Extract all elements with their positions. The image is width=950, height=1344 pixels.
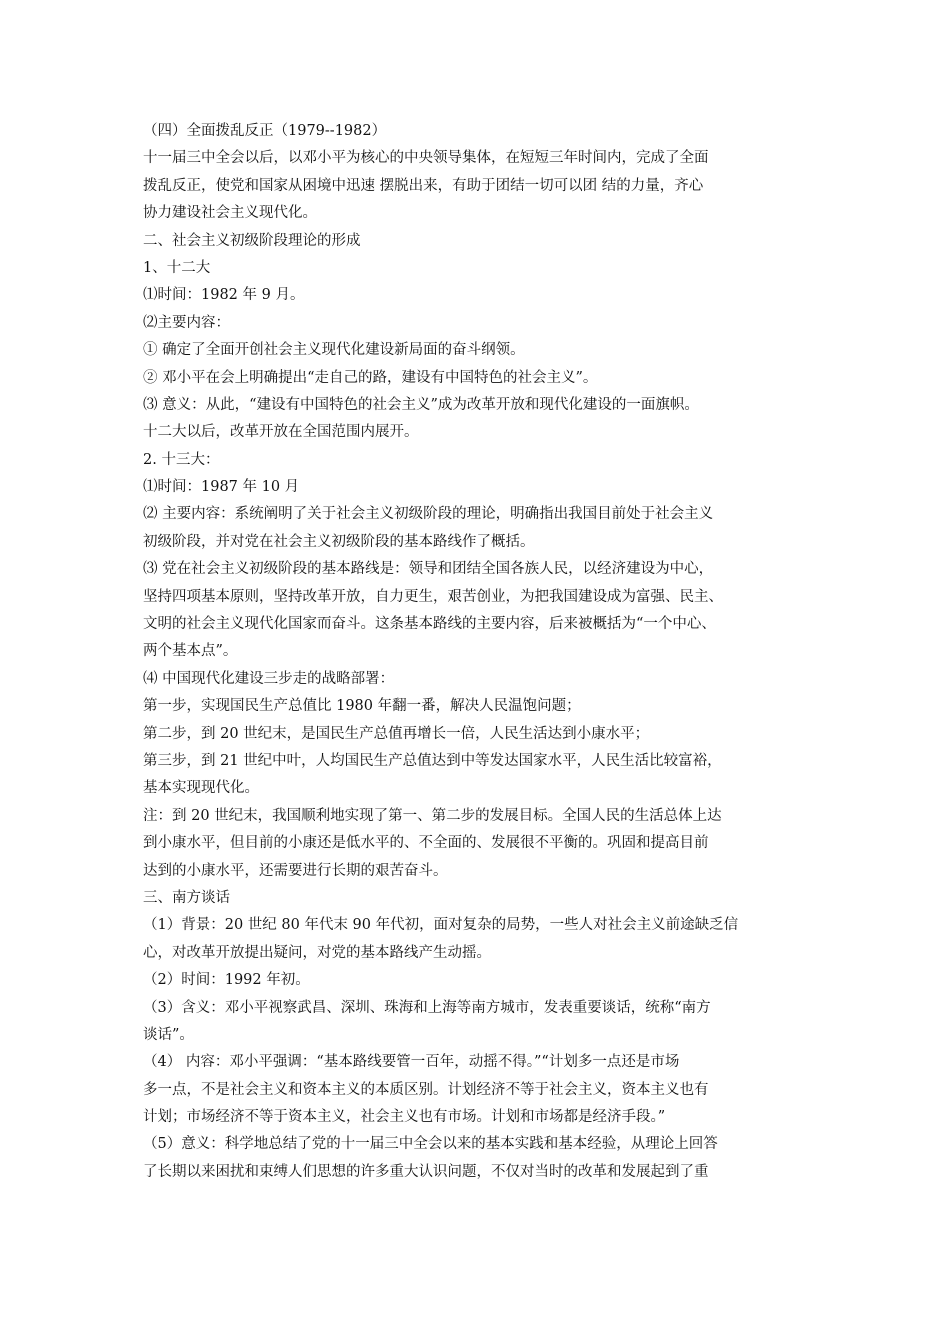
paragraph-line: ① 确定了全面开创社会主义现代化建设新局面的奋斗纲领。	[143, 342, 525, 359]
paragraph-line: 谈话”。	[143, 1026, 194, 1043]
paragraph-line: （4） 内容：邓小平强调：“基本路线要管一百年，动摇不得。”“计划多一点还是市场	[143, 1054, 680, 1071]
paragraph-line: 达到的小康水平，还需要进行长期的艰苦奋斗。	[143, 862, 448, 879]
paragraph-line: 心，对改革开放提出疑问，对党的基本路线产生动摇。	[143, 944, 491, 961]
paragraph-line: 基本实现现代化。	[143, 780, 259, 797]
paragraph-line: 两个基本点”。	[143, 643, 238, 660]
paragraph-line: ⑶ 意义：从此，“建设有中国特色的社会主义”成为改革开放和现代化建设的一面旗帜。	[143, 396, 699, 413]
paragraph-line: 到小康水平，但目前的小康还是低水平的、不全面的、发展很不平衡的。巩固和提高目前	[143, 835, 709, 852]
paragraph-line: 第二步，到 20 世纪末，是国民生产总值再增长一倍，人民生活达到小康水平；	[143, 725, 650, 742]
paragraph-line: 协力建设社会主义现代化。	[143, 205, 317, 222]
section-heading: （四）全面拨乱反正（1979--1982）	[143, 123, 387, 139]
paragraph-line: 注：到 20 世纪末，我国顺利地实现了第一、第二步的发展目标。全国人民的生活总体上达	[143, 807, 722, 824]
paragraph-line: （1）背景：20 世纪 80 年代末 90 年代初，面对复杂的局势，一些人对社会主义前途缺乏信	[143, 917, 739, 934]
paragraph-line: ⑷ 中国现代化建设三步走的战略部署：	[143, 670, 395, 687]
section-heading: 三、南方谈话	[143, 889, 230, 906]
paragraph-line: ⑴时间：1987 年 10 月	[143, 479, 300, 496]
paragraph-line: 了长期以来困扰和束缚人们思想的许多重大认识问题，不仅对当时的改革和发展起到了重	[143, 1163, 709, 1180]
paragraph-line: 拨乱反正，使党和国家从困境中迅速 摆脱出来，有助于团结一切可以团 结的力量，齐心	[143, 177, 704, 194]
paragraph-line: ② 邓小平在会上明确提出“走自己的路，建设有中国特色的社会主义”。	[143, 369, 598, 386]
paragraph-line: 文明的社会主义现代化国家而奋斗。这条基本路线的主要内容，后来被概括为“一个中心、	[143, 616, 716, 633]
subsection-heading: 1、十二大	[143, 259, 211, 276]
paragraph-line: ⑴时间：1982 年 9 月。	[143, 287, 305, 304]
paragraph-line: 十二大以后，改革开放在全国范围内展开。	[143, 424, 419, 441]
paragraph-line: ⑶ 党在社会主义初级阶段的基本路线是：领导和团结全国各族人民，以经济建设为中心，	[143, 561, 714, 578]
paragraph-line: 第三步，到 21 世纪中叶，人均国民生产总值达到中等发达国家水平，人民生活比较富裕，	[143, 752, 722, 769]
paragraph-line: （3）含义：邓小平视察武昌、深圳、珠海和上海等南方城市，发表重要谈话，统称“南方	[143, 999, 711, 1016]
document-page	[143, 118, 813, 1186]
paragraph-line: ⑵ 主要内容：系统阐明了关于社会主义初级阶段的理论，明确指出我国目前处于社会主义	[143, 506, 714, 523]
paragraph-line: 第一步，实现国民生产总值比 1980 年翻一番，解决人民温饱问题；	[143, 698, 581, 715]
paragraph-line: 坚持四项基本原则，坚持改革开放，自力更生，艰苦创业，为把我国建设成为富强、民主、	[143, 588, 723, 605]
paragraph-line: （5）意义：科学地总结了党的十一届三中全会以来的基本实践和基本经验，从理论上回答	[143, 1136, 718, 1153]
paragraph-line: 初级阶段，并对党在社会主义初级阶段的基本路线作了概括。	[143, 533, 535, 550]
paragraph-line: 十一届三中全会以后，以邓小平为核心的中央领导集体，在短短三年时间内，完成了全面	[143, 150, 709, 167]
paragraph-line: 计划；市场经济不等于资本主义，社会主义也有市场。计划和市场都是经济手段。”	[143, 1109, 666, 1126]
section-heading: 二、社会主义初级阶段理论的形成	[143, 232, 361, 249]
paragraph-line: （2）时间：1992 年初。	[143, 972, 310, 989]
paragraph-line: 多一点，不是社会主义和资本主义的本质区别。计划经济不等于社会主义，资本主义也有	[143, 1081, 709, 1098]
paragraph-line: ⑵主要内容：	[143, 314, 230, 331]
subsection-heading: 2. 十三大：	[143, 451, 220, 468]
